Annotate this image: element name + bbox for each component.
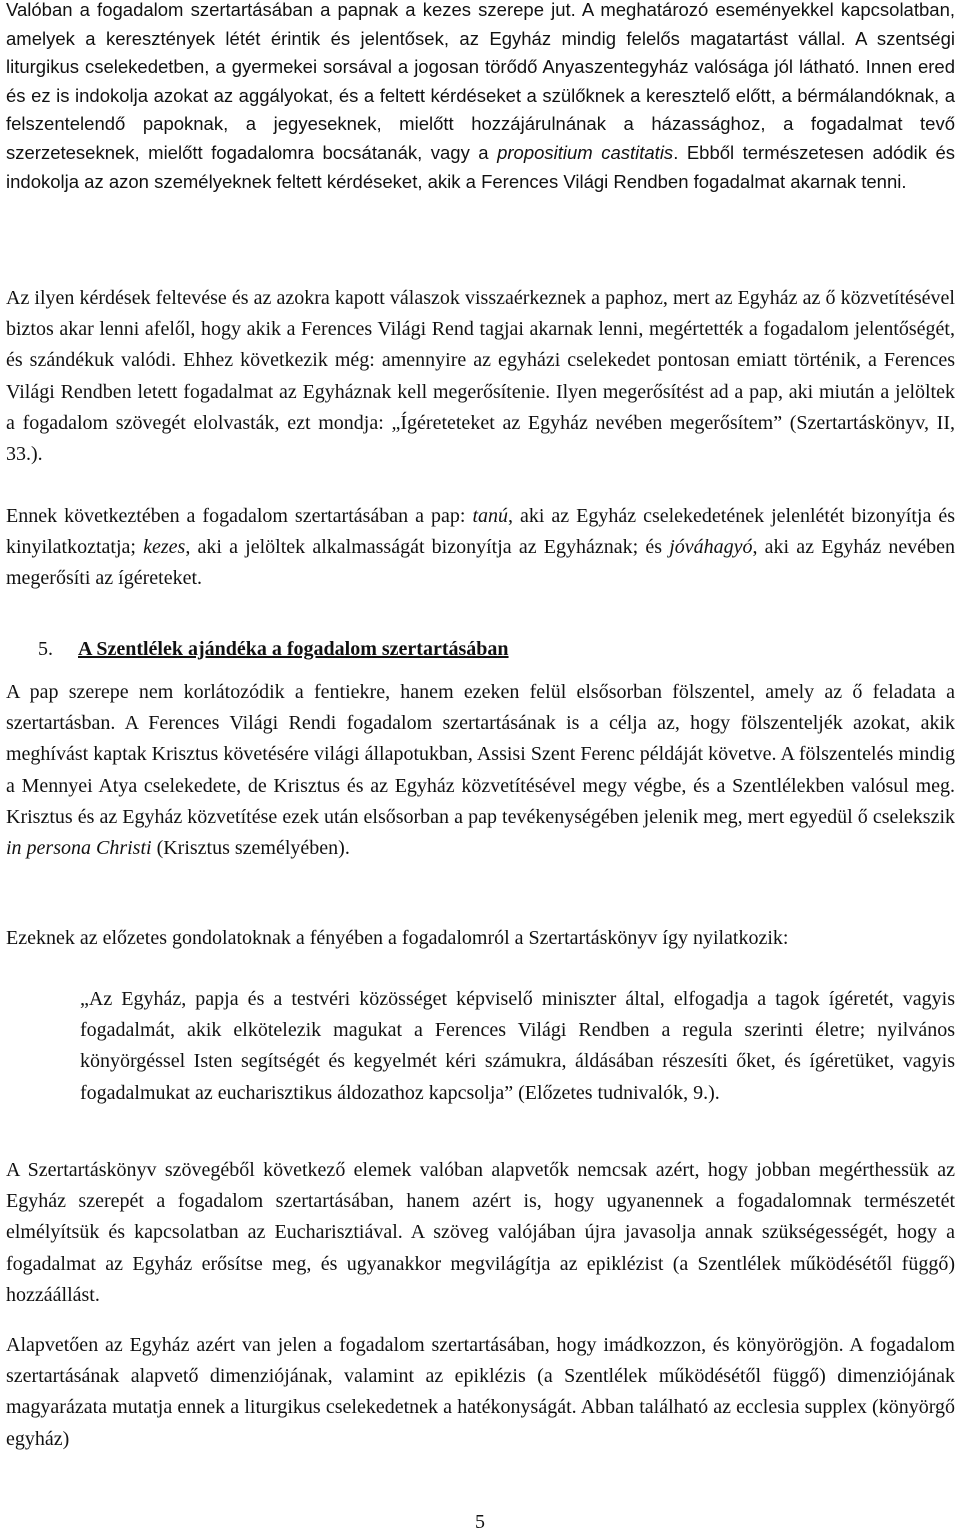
page-number: 5 [475,1511,485,1533]
text-run: . Ebből természetesen adódik és indokolja az azon személyeknek feltett kérdéseket, akik a Ferences Világi Rendben fogadalmat akarnak tenni. [6,141,956,192]
italic-term-persona: in persona Christi [6,837,152,860]
paragraph-ritual-statement: Ezeknek az előzetes gondolatoknak a fényében a fogadalomról a Szertartáskönyv így nyilatkozik: [6,927,789,949]
paragraph-priest-role [6,0,955,196]
latin-term: propositium castitatis [497,141,674,163]
paragraph-church-presence: Alapvetően az Egyház azért van jelen a fogadalom szertartásában, hogy imádkozzon, és könyörögjön. A fogadalom szertartásának alapvető dimenziójának, valamint az epiklézis (a Szentlélek működésétől függő) dimenziójának magyarázata mutatja ennek a liturgikus cselekedetnek a hatékonyságát. Abban található az ecclesia supplex (könyörgő egyház) [6,1334,955,1450]
italic-term-approver: jóváhagyó [669,536,753,559]
block-quote: „Az Egyház, papja és a testvéri közösséget képviselő miniszter által, elfogadja a tagok ígéretét, vagyis fogadalmát, akik elkötelezik magukat a Ferences Világi Rendben a regula szerinti életre; nyilvános könyörgéssel Isten segítségét és kegyelmét kéri számukra, áldásában részesíti őket, és ígéretüket, vagyis fogadalmukat az eucharisztikus áldozathoz kapcsolja” (Előzetes tudnivalók, 9.). [80,988,955,1104]
paragraph-questions: Az ilyen kérdések feltevése és az azokra kapott válaszok visszaérkeznek a paphoz, mert az Egyház az ő közvetítésével biztos akar lenni afelől, hogy akik a Ferences Világi Rend tagjai akarnak lenni, megértették a fogadalom jelentőségét, és szándékuk valódi. Ehhez következik még: amennyire az egyházi cselekedet pontosan emiatt történik, a Ferences Világi Rendben letett fogadalmat az Egyháznak kell megerősítenie. Ilyen megerősítést ad a pap, aki miután a jelöltek a fogadalom szövegét elolvasták, ezt mondja: „Ígéreteteket az Egyház nevében megerősítem” (Szertartáskönyv, II, 33.). [6,287,955,466]
section-number: 5. [38,638,53,660]
italic-term-witness: tanú [472,505,508,527]
paragraph-ritual-elements: A Szertartáskönyv szövegéből következő elemek valóban alapvetők nemcsak azért, hogy jobban megérthessük az Egyház szerepét a fogadalom szertartásában, hanem azért is, hogy ugyanennek a fogadalomnak természetét elmélyítsük és kapcsolatban az Eucharisztiával. A szöveg valójában újra javasolja annak szükségességét, hogy a fogadalmat az Egyház erősítse meg, és ugyanakkor megvilágítja az epiklézist (a Szentlélek működésétől függő) hozzáállást. [6,1159,955,1306]
section-title: A Szentlélek ajándéka a fogadalom szertartásában [78,638,509,660]
text-run: , aki az Egyház cselekedetének jelenlétét bizonyítja és kinyilatkoztatja; [6,505,955,559]
text-run: Ennek következtében a fogadalom szertartásában a pap: [6,505,473,527]
text-run: Valóban a fogadalom szertartásában a papnak a kezes szerepe jut. A meghatározó eseményekkel kapcsolatban, amelyek a keresztények létét érintik és jelentősek, az Egyház mindig felelős magatartást vállal. A szentségi liturgikus cselekedetben, a gyermekei sorsával a jogosan törődő Anyaszentegyház valósága jól látható. Innen ered és ez is indokolja azokat az aggályokat, és a feltett kérdéseket a szülőknek a keresztelő előtt, a bérmálandóknak, a felszentelendő papoknak, a jegyeseknek, mielőtt hozzájárulnának a házassághoz, a fogadalmat tevő szerzeteseknek, mielőtt fogadalomra bocsátanák, vagy a [6,0,955,163]
text-run: (Krisztus személyében). [151,837,350,860]
italic-term-guarantor: kezes [143,536,186,559]
text-run: A pap szerepe nem korlátozódik a fentiekre, hanem ezeken felül elsősorban fölszentel, amely az ő feladata a szertartásban. A Ferences Világi Rendi fogadalom szertartásának is a célja az, hogy fölszenteljék azokat, akik meghívást kaptak Krisztus követésére világi állapotukban, Assisi Szent Ferenc példáját követve. A fölszentelés mindig a Mennyei Atya cselekedete, de Krisztus és az Egyház közvetítésével megy végbe, és a Szentlélekben valósul meg. Krisztus és az Egyház közvetítése ezek után elsősorban a pap tevékenységében jelenik meg, mert egyedül ő cselekszik [6,681,955,828]
text-run: , aki az Egyház nevében megerősíti az ígéreteket. [6,536,955,590]
paragraph-consequence [6,501,955,595]
section-heading [38,634,509,664]
text-run: , aki a jelöltek alkalmasságát bizonyítja az Egyháznak; és [185,536,670,559]
paragraph-consecration [6,677,955,864]
